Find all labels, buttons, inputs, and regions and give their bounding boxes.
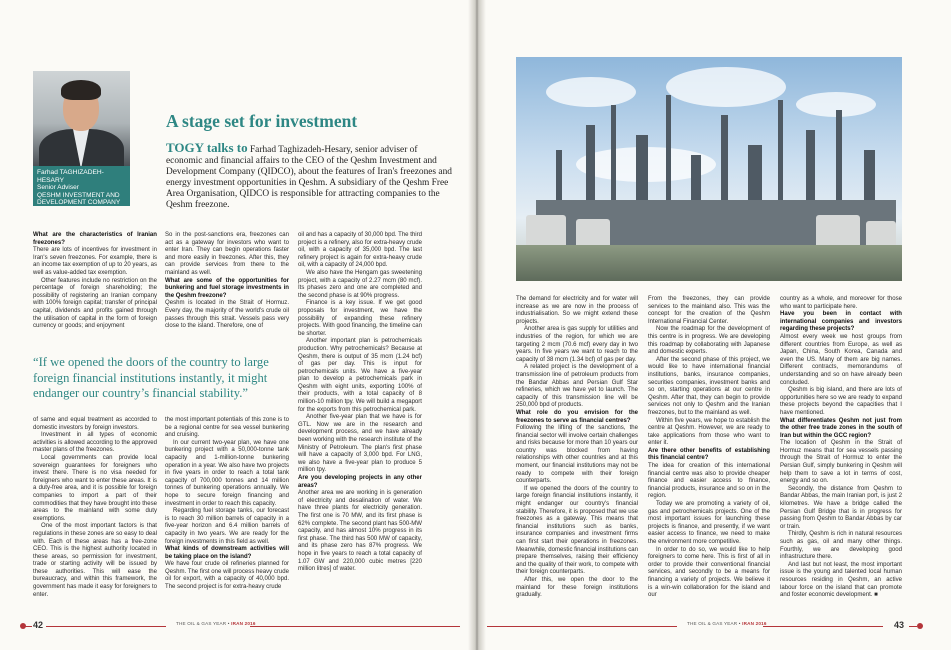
article-intro [166, 142, 456, 212]
page-number-marker [917, 623, 923, 629]
caption-name: Farhad TAGHIZADEH-HESARY [37, 169, 104, 184]
interview-question: Have you been in contact with international companies and investors regarding these projects? [780, 311, 902, 333]
paragraph: Other features include no restriction on the percentage of foreign shareholding; the possibility of registering an Iranian company with 100% foreign capital; transfer of principal capital, dividends and profits gained through the utilisation of capital in the form of foreign currency or goods; and enjoyment [33, 277, 157, 330]
paragraph: So in the post-sanctions era, freezones can act as a gateway for investors who want to enter Iran. They can begin operations faster and more easily in freezones. After this, they can provide services from there to the mainland as well. [165, 232, 289, 276]
left-column-3 [298, 232, 422, 574]
interview-question: What kinds of downstream activities will be taking place on the island? [165, 546, 289, 560]
interview-question: What are the characteristics of Iranian freezones? [33, 232, 157, 246]
paragraph: Almost every week we host groups from different countries from Europe, as well as Japan, China, South Korea, Canada and even the US. Many of them are big names. Different contracts, memorandums of understanding and so on have already been concluded. [780, 333, 902, 386]
paragraph: In order to do so, we would like to help foreigners to come here. This is first of all in order to provide their conventional financial services, and secondly to be a means for financing a variety of projects. We believe it is a win-win collaboration for the island and our [648, 546, 770, 599]
left-column-1-top [33, 232, 157, 331]
book-gutter [468, 0, 486, 650]
paragraph: Finance is a key issue. If we get good proposals for investment, we have the possibility of expanding these refinery projects. With good financing, the timeline can be shorter. [298, 300, 422, 337]
left-column-1-bottom [33, 417, 157, 599]
paragraph: the most important potentials of this zone is to be a regional centre for sea vessel bunkering and cruising. [165, 417, 289, 439]
paragraph: In our current two-year plan, we have one bunkering project with a 50,000-tonne tank capacity and 1-million-tonne bunkering operation in a year. We also have two projects in five years in order to reach a total tank capacity of 700,000 tonnes and 14 million tonnes of bunkering operations annually. We hope to secure foreign financing and investment in order to reach this capacity. [165, 439, 289, 507]
intro-lead: TOGY talks to [166, 140, 248, 155]
interview-question: Are there other benefits of establishing this financial centre? [648, 447, 770, 462]
paragraph: Another five-year plan that we have is for GTL. Now we are in the research and development process, and we have already been working with the research institute of the Ministry of Petroleum. The plan's first phase will have a capacity of 3,000 bpd. For LNG, we also have a five-year plan to produce 5 million tpy. [298, 414, 422, 474]
paragraph: country as a whole, and moreover for those who want to participate here. [780, 296, 902, 310]
portrait-caption [33, 166, 130, 206]
paragraph: Regarding fuel storage tanks, our forecast is to reach 30 million barrels of capacity in a five-year horizon and 6.4 million barrels of capacity in two years. We are ready for the foreign investments in this field as well. [165, 508, 289, 545]
paragraph: Qeshm is big island, and there are lots of opportunities here so we are ready to expand these projects beyond the capacities that I have mentioned. [780, 387, 902, 416]
page-number-left: 42 [33, 620, 44, 630]
page-number-right: 43 [894, 620, 905, 630]
left-column-2-bottom [165, 417, 289, 592]
paragraph: If we opened the doors of the country to large foreign financial institutions instantly, it might endanger our country's financial stability. Therefore, it is proposed that we use freezones as a gateway. This means that financial institutions such as banks, insurance companies and investment firms can first start their operations in freezones. Meanwhile, domestic financial institutions can prepare themselves, raising their efficiency and the quality of their work, to compete with their foreign counterparts. [516, 485, 639, 576]
paragraph: Within five years, we hope to establish the centre at Qeshm. However, we are ready to take applications from those who want to enter it. [648, 417, 770, 447]
right-page [477, 0, 951, 650]
paragraph: Local governments can provide local sovereign guarantees for foreigners who invest there. There is no visa needed for foreigners who want to enter these areas. It is a duty-free area, and it is possible for foreign companies to import a part of their commodities that they have brought into these areas to the mainland with some duty exemptions. [33, 454, 157, 522]
paragraph: The idea for creation of this international financial centre was also to provide cheaper finance and easier access to finance, financial products, insurance and so on in the region. [648, 463, 770, 500]
article-title: A stage set for investment [166, 111, 358, 131]
paragraph: Secondly, the distance from Qeshm to Bandar Abbas, the main Iranian port, is just 2 kilometres. We have a bridge called the Persian Gulf Bridge that is in progress for passing from Qeshm to Bandar Abbas by car or train. [780, 485, 902, 530]
paragraph: Thirdly, Qeshm is rich in natural resources such as gas, oil and many other things. Fourthly, we are developing good infrastructure there. [780, 531, 902, 561]
paragraph: Another area we are working in is generation of electricity and desalination of water. We have three plants for electricity generation. The first one is 70 MW, and its first phase is 62% complete. The second plant has 500-MW capacity, and has almost 10% progress in its first phase. The third has 500 MW of capacity, and its phase zero has 87% progress. We hope in five years to reach a total capacity of 1.07 GW and 220,000 cubic metres [220 million litres] of water. [298, 490, 422, 573]
paragraph: After the second phase of this project, we would like to have international financial institutions, banks, insurance companies, securities companies, investment banks and so on, starting operations at our centre in Qeshm. After that, they can begin to provide services not only to Qeshm and the Iranian freezones, but to the mainland as well. [648, 356, 770, 416]
right-column-3 [780, 296, 902, 600]
paragraph: And last but not least, the most important issue is the young and talented local human resources residing in Qeshm, an active labour force on the island that can promote and foster economic development. ■ [780, 561, 902, 599]
paragraph: Today we are promoting a variety of oil, gas and petrochemicals projects. One of the most important issues for launching these projects is finance, and presently, if we want easier access to finance, we need to make the environment more competitive. [648, 501, 770, 545]
footer-right: THE OIL & GAS YEAR • IRAN 2016 [687, 621, 767, 626]
paragraph: We have four crude oil refineries planned for Qeshm. The first one will process heavy crude oil for export, with a capacity of 40,000 bpd. The second project is for extra-heavy crude [165, 561, 289, 591]
paragraph: The location of Qeshm in the Strait of Hormuz means that for sea vessels passing through the Strait of Hormuz to enter the Persian Gulf, simply bunkering in Qeshm will help them to save a lot in terms of cost, energy and so on. [780, 440, 902, 485]
paragraph: The demand for electricity and for water will increase as we are now in the process of industrialisation. So we might extend these projects. [516, 296, 638, 325]
paragraph: One of the most important factors is that regulations in these zones are so easy to deal with. Each of these areas has a free-zone CEO. This is the highest authority located in these areas, so permission for investment, trade or starting activity will be issued by these authorities. This will ease the bureaucracy, and within this framework, the government has made it easy for foreigners to enter. [33, 523, 157, 598]
paragraph: Qeshm is located in the Strait of Hormuz. Every day, the majority of the world's crude oil passes through this strait. Vessels pass very close to the island. Therefore, one of [165, 300, 289, 330]
refinery-photo [516, 57, 902, 281]
intro-body: Farhad Taghizadeh-Hesary, senior adviser of economic and financial affairs to the CEO of the Qeshm Investment and Development Company (QIDCO), about the features of Iran's freezones and energy investment opportunities in Qeshm. A subsidiary of the Qeshm Free Area Organisation, QIDCO is responsible for attracting companies to the Qeshm freezone. [166, 145, 452, 211]
paragraph: Another area is gas supply for utilities and industries of the region, for which we are targeting 2 mcm (70.6 mcf) every day in two years. In five years we want to reach to the capacity of 38 mcm (1.34 bcf) of gas per day. [516, 326, 638, 363]
paragraph: Investment in all types of economic activities is allowed according to the approved master plans of the freezones. [33, 432, 157, 454]
left-page [0, 0, 474, 650]
caption-company: QESHM INVESTMENT AND DEVELOPMENT COMPANY [37, 191, 121, 207]
paragraph: Following the lifting of the sanctions, the financial sector will involve certain challenges and risks because for more than 10 years our country was blocked from having relationships with other countries and at this moment, our financial institutions may not be ready to compete with their foreign counterparts. [516, 425, 638, 485]
paragraph: A related project is the development of a transmission line of petroleum products from the Bandar Abbas and Persian Gulf Star refineries, which we have yet to launch. The capacity of this transmission line will be 250,000 bpd of products. [516, 364, 638, 409]
paragraph: After this, we open the door to the mainland for these foreign institutions gradually. [516, 576, 638, 599]
caption-role: Senior Adviser [37, 184, 79, 192]
paragraph: We also have the Hengam gas sweetening project, with a capacity of 2.27 mcm (80 mcf). Its phases zero and one are completed and the second phase is at 90% progress. [298, 269, 422, 299]
left-column-2-top [165, 232, 289, 331]
right-column-2 [648, 296, 770, 600]
paragraph: From the freezones, they can provide services to the mainland also. This was the concept for the creation of the Qeshm International Financial Center. [648, 296, 770, 325]
interview-question: What role do you envision for the freezones to serve as financial centres? [516, 409, 638, 424]
interview-question: What are some of the opportunities for bunkering and fuel storage investments in the Qeshm freezone? [165, 277, 289, 299]
paragraph: Another important plan is petrochemicals production. Why petrochemicals? Because at Qeshm, there is output of 35 mcm (1.24 bcf) of gas per day. This is input for petrochemicals units. We have a five-year plan to develop a petrochemicals park in Qeshm with eight units, exporting 100% of their products, with a total capacity of 8 million-10 million tpy. We will build a megaport for the exports from this petrochemical park. [298, 338, 422, 413]
pull-quote: “If we opened the doors of the country to large foreign financial institutions instantly, it might endanger our country’s financial stability.” [33, 355, 269, 401]
paragraph: oil and has a capacity of 30,000 bpd. The third project is a refinery, also for extra-heavy crude oil, with a capacity of 35,000 bpd. The last refinery project is again for extra-heavy crude oil, with a capacity of 24,000 bpd. [298, 232, 422, 269]
paragraph: of same and equal treatment as accorded to domestic investors by foreign investors. [33, 417, 157, 431]
interview-question: What differentiates Qeshm not just from the other free trade zones in the south of Iran but within the GCC region? [780, 417, 902, 439]
paragraph: Now the roadmap for the development of this centre is in progress. We are developing this roadmap by collaborating with Japanese and domestic experts. [648, 326, 770, 356]
right-column-1 [516, 296, 638, 600]
interview-question: Are you developing projects in any other areas? [298, 475, 422, 489]
footer-left: THE OIL & GAS YEAR • IRAN 2016 [176, 621, 256, 626]
paragraph: There are lots of incentives for investment in Iran's seven freezones. For example, there is an income tax exemption of up to 20 years, as well as value-added tax exemption. [33, 247, 157, 276]
portrait-photo [33, 71, 130, 166]
